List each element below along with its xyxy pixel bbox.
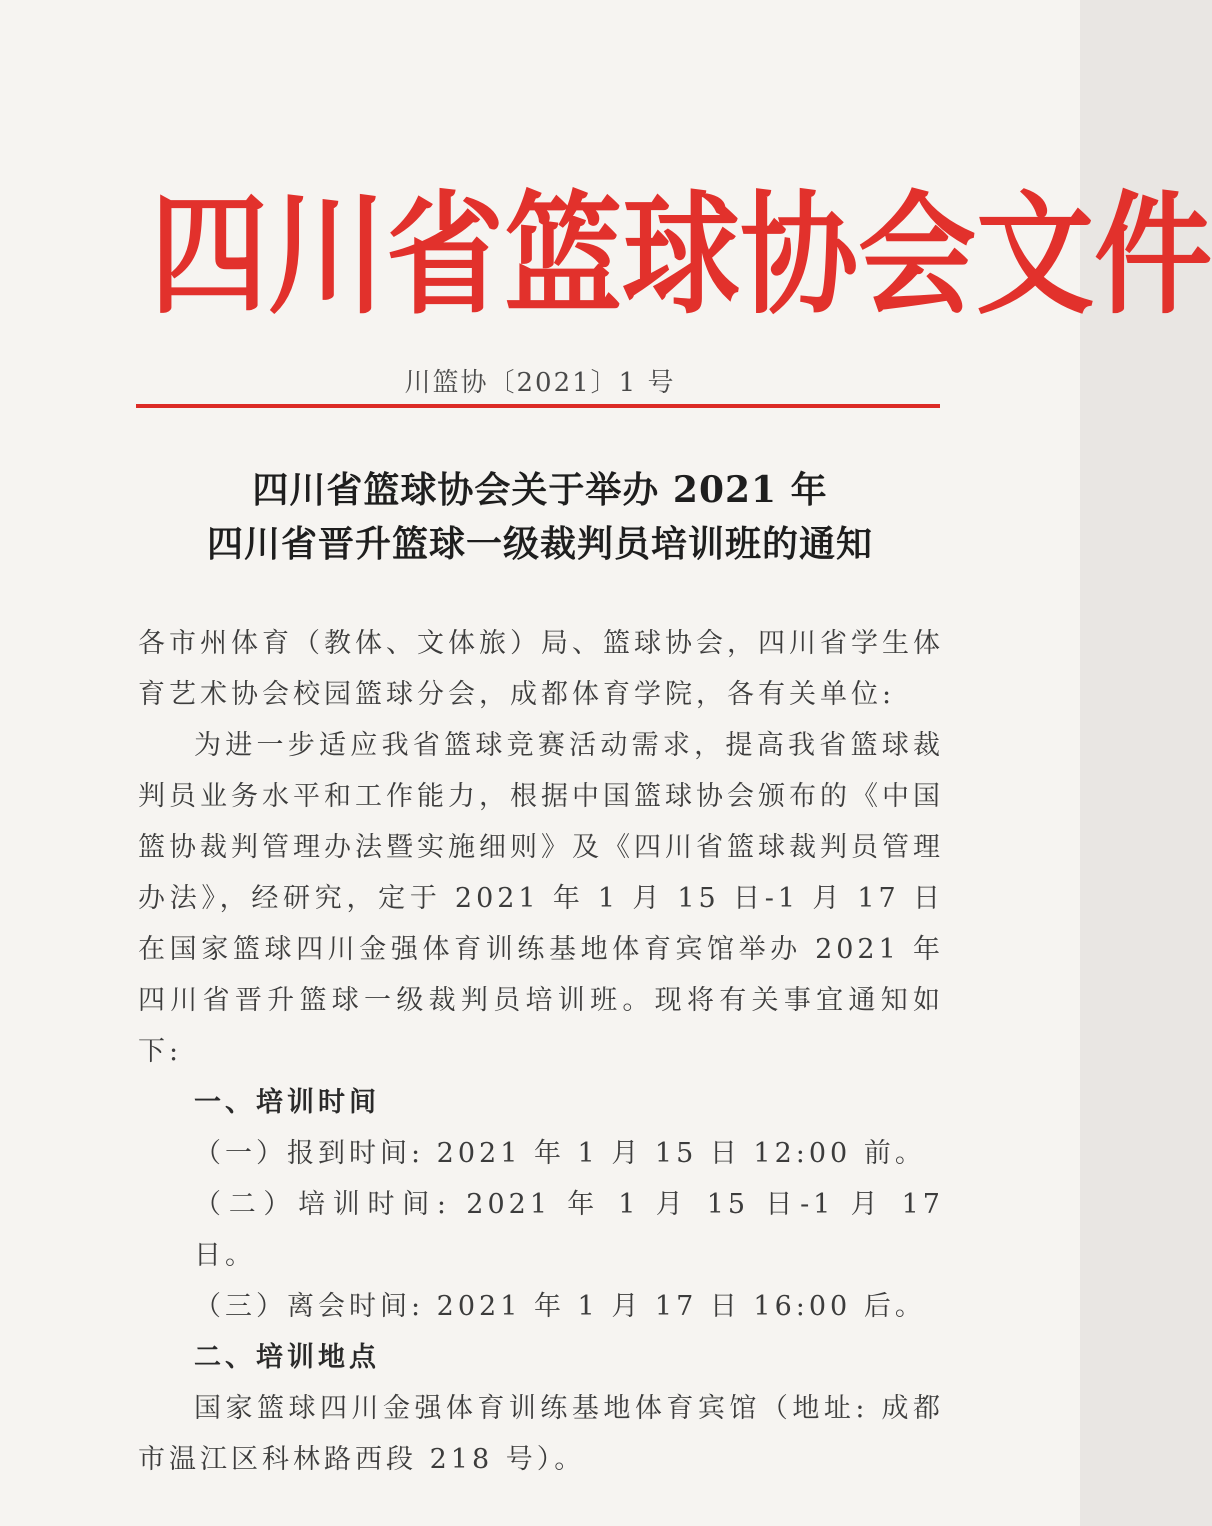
header-char: 四 [150, 177, 269, 333]
header-char: 件 [1094, 177, 1212, 333]
document-number: 川篮协〔2021〕1 号 [404, 368, 676, 398]
header-char: 省 [386, 177, 505, 333]
list-item: （三）离会时间: 2021 年 1 月 17 日 16:00 后。 [194, 1291, 926, 1322]
red-divider-line [136, 404, 940, 408]
list-item: （一）报到时间: 2021 年 1 月 15 日 12:00 前。 [194, 1138, 926, 1169]
header-char: 协 [740, 177, 859, 333]
notice-title-line-2: 四川省晋升篮球一级裁判员培训班的通知 [206, 523, 873, 565]
notice-body [138, 618, 944, 1485]
document-header-title [150, 177, 1212, 333]
recipients-paragraph: 各市州体育（教体、文体旅）局、篮球协会，四川省学生体育艺术协会校园篮球分会，成都体育学院，各有关单位: [138, 628, 944, 710]
intro-paragraph: 为进一步适应我省篮球竞赛活动需求，提高我省篮球裁判员业务水平和工作能力，根据中国篮球协会颁布的《中国篮协裁判管理办法暨实施细则》及《四川省篮球裁判员管理办法》，经研究，定于 2021 年 1 月 15 日-1 月 17 日在国家篮球四川金强体育训练基地体育宾馆举办 2021 年四川省晋升篮球一级裁判员培训班。现将有关事宜通知如下: [138, 730, 944, 1067]
header-char: 文 [976, 177, 1095, 333]
list-item: （二）培训时间: 2021 年 1 月 15 日-1 月 17 日。 [194, 1189, 944, 1271]
section-heading-time: 一、培训时间 [194, 1087, 380, 1118]
header-char: 球 [622, 177, 741, 333]
section-heading-location: 二、培训地点 [194, 1342, 380, 1373]
header-char: 会 [858, 177, 977, 333]
header-char: 篮 [504, 177, 623, 333]
notice-title-line-1: 四川省篮球协会关于举办 2021 年 [252, 469, 828, 511]
header-char: 川 [268, 177, 387, 333]
location-paragraph: 国家篮球四川金强体育训练基地体育宾馆（地址: 成都市温江区科林路西段 218 号）。 [138, 1393, 944, 1475]
